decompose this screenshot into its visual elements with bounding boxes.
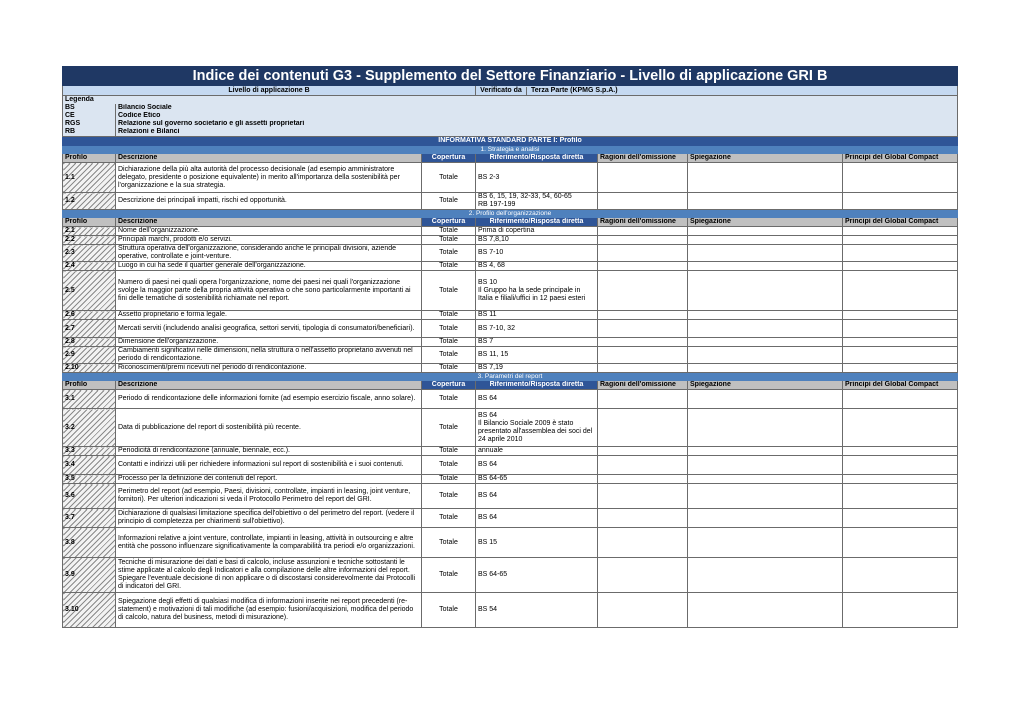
omission-reason-cell [598, 509, 688, 528]
explanation-cell [688, 475, 843, 484]
table-row [63, 271, 958, 311]
indicator-description: Riconoscimenti/premi ricevuti nel periodo di rendicontazione. [116, 364, 422, 373]
omission-reason-cell [598, 227, 688, 236]
coverage-value: Totale [422, 409, 476, 447]
table-row [63, 236, 958, 245]
column-header-spiegazione: Spiegazione [688, 218, 843, 227]
page-title: Indice dei contenuti G3 - Supplemento del Settore Finanziario - Livello di applicazione GRI B [63, 67, 958, 86]
column-header-riferimento: Riferimento/Risposta diretta [476, 218, 598, 227]
legend-row [63, 104, 958, 112]
indicator-description: Tecniche di misurazione dei dati e basi di calcolo, incluse assunzioni e tecniche sottostanti le stime applicate al calcolo degli Indicatori e alla compilazione delle altre informazioni del report. Spiegare l'eventuale decisione di non applicare o di discostarsi considerevolmente dai Protocolli di indicatori del GRI. [116, 558, 422, 593]
legend-description: Relazioni e Bilanci [116, 128, 958, 137]
indicator-description: Mercati serviti (includendo analisi geografica, settori serviti, tipologia di consumatori/beneficiari). [116, 320, 422, 338]
global-compact-cell [843, 475, 958, 484]
explanation-cell [688, 320, 843, 338]
section-title: 1. Strategia e analisi [63, 146, 958, 154]
verified-by-value: Terza Parte (KPMG S.p.A.) [530, 86, 618, 94]
indicator-id: 2.7 [63, 320, 116, 338]
omission-reason-cell [598, 338, 688, 347]
global-compact-cell [843, 409, 958, 447]
omission-reason-cell [598, 593, 688, 628]
indicator-id: 3.6 [63, 484, 116, 509]
coverage-value: Totale [422, 509, 476, 528]
indicator-id: 2.3 [63, 245, 116, 262]
explanation-cell [688, 484, 843, 509]
coverage-value: Totale [422, 456, 476, 475]
reference-value: BS 7,8,10 [476, 236, 598, 245]
column-header-principi: Principi del Global Compact [843, 218, 958, 227]
global-compact-cell [843, 390, 958, 409]
indicator-description: Spiegazione degli effetti di qualsiasi modifica di informazioni inserite nei report precedenti (re-statement) e motivazioni di tali modifiche (ad esempio: fusioni/acquisizioni, modifica del periodo di calcolo, natura del business, metodi di misurazione). [116, 593, 422, 628]
table-row [63, 262, 958, 271]
reference-value: BS 64-65 [476, 475, 598, 484]
explanation-cell [688, 163, 843, 193]
table-row [63, 193, 958, 210]
reference-value: BS 64 [476, 509, 598, 528]
explanation-cell [688, 390, 843, 409]
explanation-cell [688, 338, 843, 347]
indicator-id: 2.2 [63, 236, 116, 245]
global-compact-cell [843, 447, 958, 456]
omission-reason-cell [598, 409, 688, 447]
column-header-principi: Principi del Global Compact [843, 381, 958, 390]
indicator-id: 3.1 [63, 390, 116, 409]
global-compact-cell [843, 558, 958, 593]
column-header-riferimento: Riferimento/Risposta diretta [476, 381, 598, 390]
reference-value: BS 7 [476, 338, 598, 347]
coverage-value: Totale [422, 528, 476, 558]
table-row [63, 390, 958, 409]
coverage-value: Totale [422, 271, 476, 311]
indicator-description: Struttura operativa dell'organizzazione, considerando anche le principali divisioni, aziende operative, controllate e joint-venture. [116, 245, 422, 262]
verified-by-label: Verificato da [476, 87, 527, 95]
coverage-value: Totale [422, 236, 476, 245]
explanation-cell [688, 227, 843, 236]
omission-reason-cell [598, 320, 688, 338]
section-title: 2. Profilo dell'organizzazione [63, 210, 958, 218]
indicator-description: Cambiamenti significativi nelle dimensioni, nella struttura o nell'assetto proprietario avvenuti nel periodo di rendicontazione. [116, 347, 422, 364]
legend-description: Relazione sul governo societario e gli assetti proprietari [116, 120, 958, 128]
table-row [63, 475, 958, 484]
omission-reason-cell [598, 193, 688, 210]
column-header-copertura: Copertura [422, 218, 476, 227]
omission-reason-cell [598, 311, 688, 320]
table-row [63, 364, 958, 373]
explanation-cell [688, 236, 843, 245]
global-compact-cell [843, 271, 958, 311]
global-compact-cell [843, 338, 958, 347]
indicator-id: 1.1 [63, 163, 116, 193]
reference-value: BS 4, 68 [476, 262, 598, 271]
reference-value: BS 64 [476, 456, 598, 475]
table-row [63, 558, 958, 593]
indicator-id: 2.8 [63, 338, 116, 347]
column-header-copertura: Copertura [422, 381, 476, 390]
indicator-description: Dichiarazione di qualsiasi limitazione specifica dell'obiettivo o del perimetro del report. (vedere il principio di completezza per chiarimenti sull'obiettivo). [116, 509, 422, 528]
global-compact-cell [843, 236, 958, 245]
legend-description: Codice Etico [116, 112, 958, 120]
reference-value: BS 7,19 [476, 364, 598, 373]
coverage-value: Totale [422, 364, 476, 373]
coverage-value: Totale [422, 227, 476, 236]
explanation-cell [688, 347, 843, 364]
omission-reason-cell [598, 245, 688, 262]
explanation-cell [688, 193, 843, 210]
global-compact-cell [843, 320, 958, 338]
explanation-cell [688, 456, 843, 475]
coverage-value: Totale [422, 484, 476, 509]
column-header-principi: Principi del Global Compact [843, 154, 958, 163]
indicator-id: 3.7 [63, 509, 116, 528]
omission-reason-cell [598, 484, 688, 509]
coverage-value: Totale [422, 347, 476, 364]
global-compact-cell [843, 456, 958, 475]
indicator-id: 3.5 [63, 475, 116, 484]
explanation-cell [688, 447, 843, 456]
indicator-description: Principali marchi, prodotti e/o servizi. [116, 236, 422, 245]
omission-reason-cell [598, 271, 688, 311]
indicator-description: Assetto proprietario e forma legale. [116, 311, 422, 320]
global-compact-cell [843, 484, 958, 509]
explanation-cell [688, 271, 843, 311]
omission-reason-cell [598, 390, 688, 409]
coverage-value: Totale [422, 320, 476, 338]
reference-value: Prima di copertina [476, 227, 598, 236]
omission-reason-cell [598, 236, 688, 245]
global-compact-cell [843, 347, 958, 364]
indicator-id: 1.2 [63, 193, 116, 210]
omission-reason-cell [598, 447, 688, 456]
table-row [63, 347, 958, 364]
global-compact-cell [843, 245, 958, 262]
reference-value: BS 64 [476, 390, 598, 409]
omission-reason-cell [598, 262, 688, 271]
reference-value: BS 7-10, 32 [476, 320, 598, 338]
legend-code: RB [63, 128, 116, 137]
column-header-row [63, 381, 958, 390]
global-compact-cell [843, 593, 958, 628]
indicator-id: 3.9 [63, 558, 116, 593]
explanation-cell [688, 528, 843, 558]
omission-reason-cell [598, 528, 688, 558]
column-header-profilo: Profilo [63, 381, 116, 390]
indicator-description: Numero di paesi nei quali opera l'organizzazione, nome dei paesi nei quali l'organizzazione svolge la maggior parte della propria attività operativa o che sono particolarmente importanti ai fini delle tematiche di sostenibilità richiamate nel report. [116, 271, 422, 311]
legend-code: RGS [63, 120, 116, 128]
coverage-value: Totale [422, 245, 476, 262]
global-compact-cell [843, 311, 958, 320]
explanation-cell [688, 558, 843, 593]
table-row [63, 311, 958, 320]
legend-description: Bilancio Sociale [116, 104, 958, 112]
indicator-description: Periodo di rendicontazione delle informazioni fornite (ad esempio esercizio fiscale, anno solare). [116, 390, 422, 409]
reference-value: annuale [476, 447, 598, 456]
explanation-cell [688, 262, 843, 271]
indicator-id: 2.4 [63, 262, 116, 271]
indicator-id: 3.8 [63, 528, 116, 558]
indicator-description: Data di pubblicazione del report di sostenibilità più recente. [116, 409, 422, 447]
indicator-description: Periodicità di rendicontazione (annuale, biennale, ecc.). [116, 447, 422, 456]
indicator-id: 3.3 [63, 447, 116, 456]
global-compact-cell [843, 364, 958, 373]
table-row [63, 320, 958, 338]
reference-value: BS 64-65 [476, 558, 598, 593]
indicator-description: Perimetro del report (ad esempio, Paesi, divisioni, controllate, impianti in leasing, joint venture, fornitori). Per ulteriori indicazioni si veda il Protocollo Perimetro del report del GRI. [116, 484, 422, 509]
omission-reason-cell [598, 456, 688, 475]
global-compact-cell [843, 262, 958, 271]
column-header-spiegazione: Spiegazione [688, 154, 843, 163]
indicator-description: Informazioni relative a joint venture, controllate, impianti in leasing, attività in outsourcing e altre entità che possono influenzare significativamente la comparabilità tra periodi e/o organizzazioni. [116, 528, 422, 558]
verification-cell [476, 86, 958, 96]
column-header-row [63, 154, 958, 163]
coverage-value: Totale [422, 558, 476, 593]
column-header-descrizione: Descrizione [116, 154, 422, 163]
coverage-value: Totale [422, 311, 476, 320]
reference-value: BS 11, 15 [476, 347, 598, 364]
application-level-label: Livello di applicazione B [63, 86, 476, 96]
omission-reason-cell [598, 475, 688, 484]
global-compact-cell [843, 227, 958, 236]
indicator-description: Nome dell'organizzazione. [116, 227, 422, 236]
column-header-copertura: Copertura [422, 154, 476, 163]
global-compact-cell [843, 528, 958, 558]
explanation-cell [688, 311, 843, 320]
indicator-id: 2.10 [63, 364, 116, 373]
reference-value: BS 54 [476, 593, 598, 628]
legend-row [63, 120, 958, 128]
indicator-description: Processo per la definizione dei contenuti del report. [116, 475, 422, 484]
legend-row [63, 112, 958, 120]
section-title: 3. Parametri del report [63, 373, 958, 381]
coverage-value: Totale [422, 390, 476, 409]
column-header-spiegazione: Spiegazione [688, 381, 843, 390]
reference-value: BS 64 Il Bilancio Sociale 2009 è stato presentato all'assemblea dei soci del 24 aprile 2010 [476, 409, 598, 447]
indicator-id: 3.10 [63, 593, 116, 628]
column-header-descrizione: Descrizione [116, 218, 422, 227]
global-compact-cell [843, 193, 958, 210]
gri-content-index-sheet [62, 66, 957, 628]
table-row [63, 409, 958, 447]
reference-value: BS 10 Il Gruppo ha la sede principale in Italia e filiali/uffici in 12 paesi esteri [476, 271, 598, 311]
table-row [63, 509, 958, 528]
reference-value: BS 15 [476, 528, 598, 558]
part-title: INFORMATIVA STANDARD PARTE I: Profilo [63, 137, 958, 146]
legend-row [63, 128, 958, 137]
column-header-descrizione: Descrizione [116, 381, 422, 390]
explanation-cell [688, 509, 843, 528]
explanation-cell [688, 245, 843, 262]
legend-code: BS [63, 104, 116, 112]
coverage-value: Totale [422, 338, 476, 347]
reference-value: BS 7-10 [476, 245, 598, 262]
coverage-value: Totale [422, 262, 476, 271]
reference-value: BS 2-3 [476, 163, 598, 193]
explanation-cell [688, 364, 843, 373]
column-header-profilo: Profilo [63, 154, 116, 163]
column-header-ragioni: Ragioni dell'omissione [598, 218, 688, 227]
table-row [63, 447, 958, 456]
omission-reason-cell [598, 558, 688, 593]
table-row [63, 163, 958, 193]
omission-reason-cell [598, 347, 688, 364]
table-row [63, 227, 958, 236]
table-row [63, 484, 958, 509]
table-row [63, 245, 958, 262]
table-row [63, 338, 958, 347]
indicator-id: 3.4 [63, 456, 116, 475]
reference-value: BS 6, 15, 19, 32-33, 54, 60-65 RB 197-199 [476, 193, 598, 210]
table-row [63, 528, 958, 558]
gri-index-table [62, 66, 958, 628]
coverage-value: Totale [422, 475, 476, 484]
indicator-id: 2.1 [63, 227, 116, 236]
indicator-id: 2.5 [63, 271, 116, 311]
column-header-ragioni: Ragioni dell'omissione [598, 154, 688, 163]
column-header-row [63, 218, 958, 227]
omission-reason-cell [598, 163, 688, 193]
global-compact-cell [843, 163, 958, 193]
reference-value: BS 11 [476, 311, 598, 320]
indicator-description: Luogo in cui ha sede il quartier generale dell'organizzazione. [116, 262, 422, 271]
table-row [63, 593, 958, 628]
coverage-value: Totale [422, 593, 476, 628]
indicator-id: 3.2 [63, 409, 116, 447]
column-header-ragioni: Ragioni dell'omissione [598, 381, 688, 390]
indicator-description: Contatti e indirizzi utili per richiedere informazioni sul report di sostenibilità e i suoi contenuti. [116, 456, 422, 475]
explanation-cell [688, 593, 843, 628]
legend-heading: Legenda [63, 96, 958, 105]
column-header-profilo: Profilo [63, 218, 116, 227]
indicator-description: Descrizione dei principali impatti, rischi ed opportunità. [116, 193, 422, 210]
indicator-description: Dichiarazione della più alta autorità del processo decisionale (ad esempio amministratore delegato, presidente o posizione equivalente) in merito all'importanza della sostenibilità per l'organizzazione e la sua strategia. [116, 163, 422, 193]
coverage-value: Totale [422, 163, 476, 193]
explanation-cell [688, 409, 843, 447]
indicator-id: 2.6 [63, 311, 116, 320]
column-header-riferimento: Riferimento/Risposta diretta [476, 154, 598, 163]
table-row [63, 456, 958, 475]
indicator-description: Dimensione dell'organizzazione. [116, 338, 422, 347]
coverage-value: Totale [422, 447, 476, 456]
coverage-value: Totale [422, 193, 476, 210]
reference-value: BS 64 [476, 484, 598, 509]
global-compact-cell [843, 509, 958, 528]
legend-code: CE [63, 112, 116, 120]
omission-reason-cell [598, 364, 688, 373]
indicator-id: 2.9 [63, 347, 116, 364]
